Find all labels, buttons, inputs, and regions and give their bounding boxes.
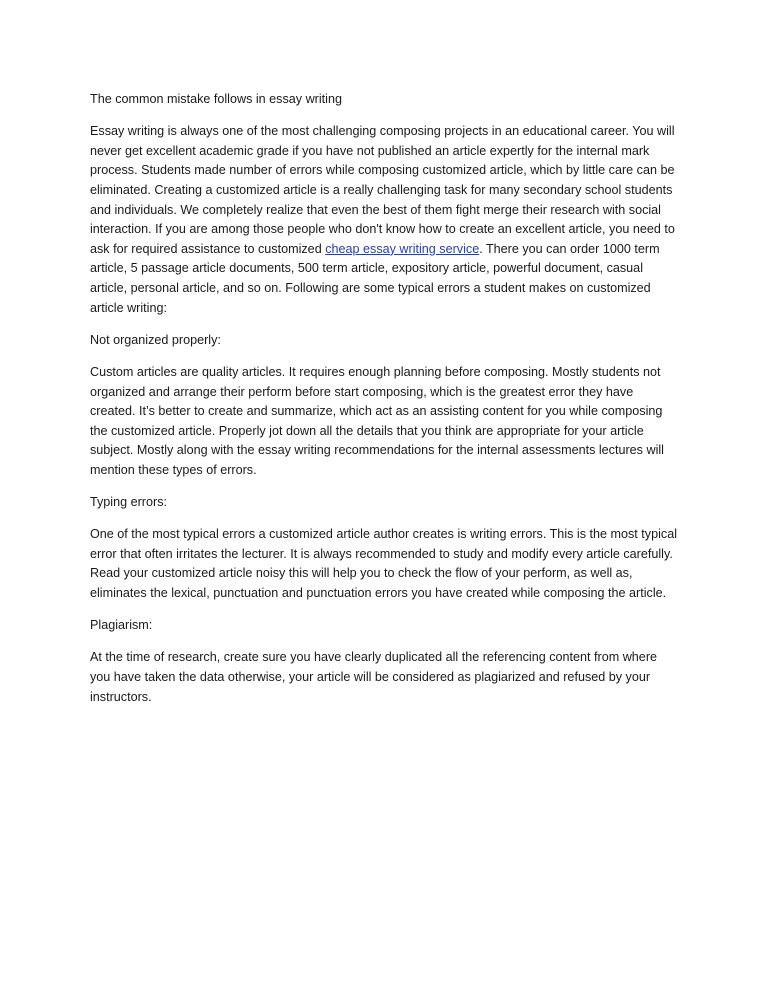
- section-body-plagiarism: At the time of research, create sure you have clearly duplicated all the referencing content from where you have taken the data otherwise, your article will be considered as plagiarized and refused by your instructors.: [90, 650, 658, 704]
- section-heading-not-organized: Not organized properly:: [90, 332, 221, 347]
- cheap-essay-writing-service-link[interactable]: cheap essay writing service: [325, 241, 480, 256]
- intro-paragraph: [90, 122, 680, 318]
- intro-text-after-link: . There you can order 1000 term article, 5 passage article documents, 500 term article, expository article, powerful document, casual article, personal article, and so on. Following are some typical errors a student makes on customized article writing:: [90, 241, 660, 315]
- intro-text-before-link: Essay writing is always one of the most challenging composing projects in an educational career. You will never get excellent academic grade if you have not published an article expertly for the internal mark process. Students made number of errors while composing customized article, which by little care can be eliminated. Creating a customized article is a really challenging task for many secondary school students and individuals. We completely realize that even the best of them fight merge their research with social interaction. If you are among those people who don't know how to create an excellent article, you need to ask for required assistance to customized: [90, 124, 675, 256]
- section-body-typing-errors: One of the most typical errors a customized article author creates is writing errors. This is the most typical error that often irritates the lecturer. It is always recommended to study and modify every article carefully. Read your customized article noisy this will help you to check the flow of your perform, as well as, eliminates the lexical, punctuation and punctuation errors you have created while composing the article.: [90, 527, 677, 601]
- section-heading-typing-errors: Typing errors:: [90, 495, 167, 510]
- section-body-not-organized: Custom articles are quality articles. It requires enough planning before composing. Mostly students not organized and arrange their perform before start composing, which is the greatest error they have created. It’s better to create and summarize, which act as an assisting content for you while composing the customized article. Properly jot down all the details that you think are appropriate for your article subject. Mostly along with the essay writing recommendations for the internal assessments lectures will mention these types of errors.: [90, 364, 664, 477]
- document-body: [90, 90, 680, 720]
- section-heading-plagiarism: Plagiarism:: [90, 618, 153, 633]
- document-title: The common mistake follows in essay writing: [90, 92, 342, 106]
